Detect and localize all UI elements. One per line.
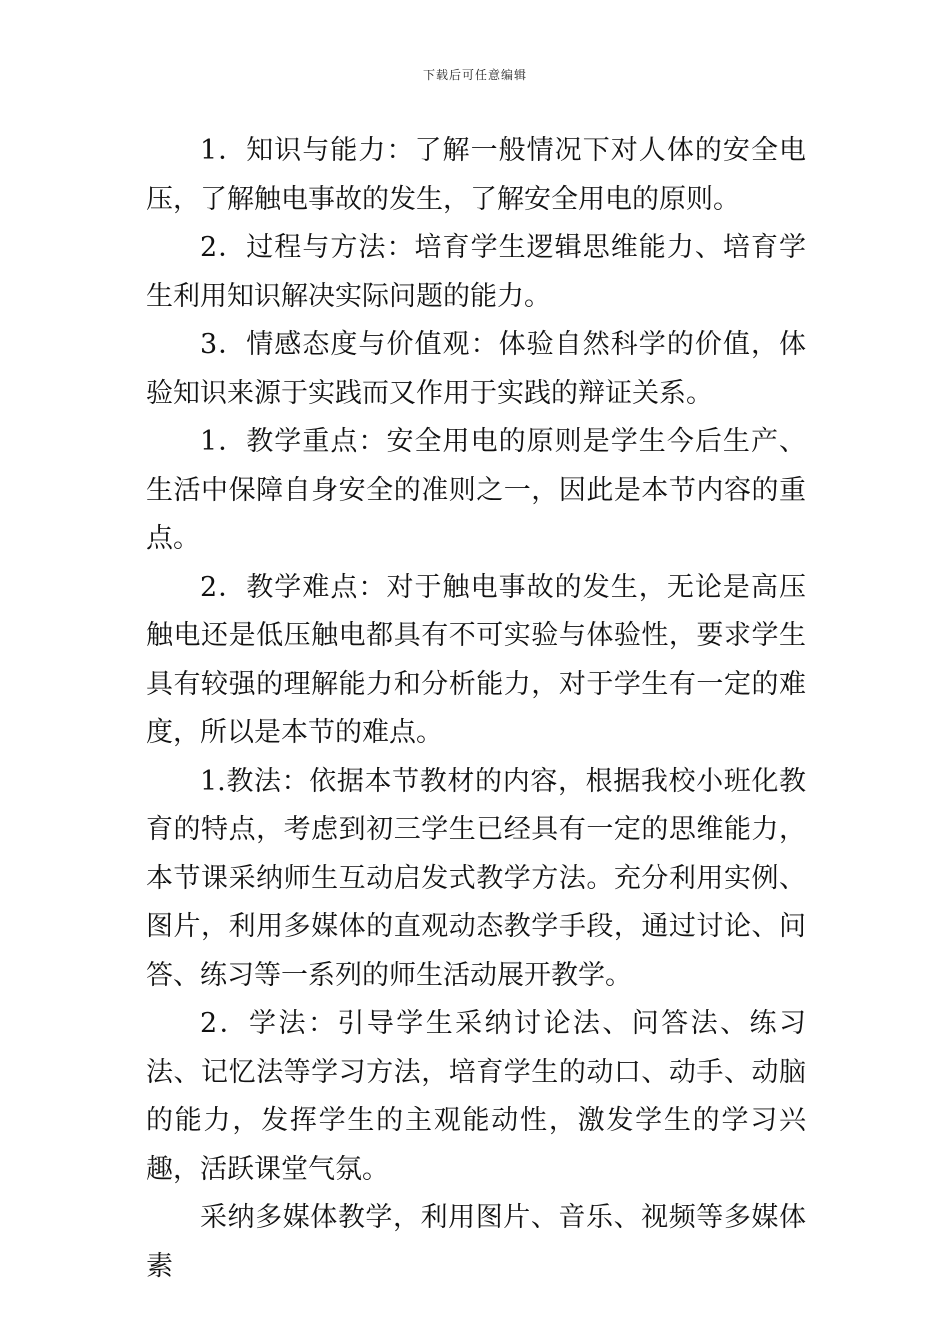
paragraph-teaching-difficulty: 2．教学难点：对于触电事故的发生，无论是高压触电还是低压触电都具有不可实验与体验性，要求学生具有较强的理解能力和分析能力，对于学生有一定的难度，所以是本节的难点。	[146, 571, 806, 748]
paragraph-process-method: 2．过程与方法：培育学生逻辑思维能力、培育学生利用知识解决实际问题的能力。	[146, 232, 806, 312]
paragraph-multimedia: 采纳多媒体教学，利用图片、音乐、视频等多媒体素	[146, 1202, 806, 1282]
paragraph-knowledge-ability: 1．知识与能力：了解一般情况下对人体的安全电压，了解触电事故的发生，了解安全用电的原则。	[146, 135, 806, 215]
document-body	[146, 127, 806, 1291]
header-note: 下载后可任意编辑	[422, 68, 527, 82]
paragraph-emotion-values: 3．情感态度与价值观：体验自然科学的价值，体验知识来源于实践而又作用于实践的辩证关系。	[146, 329, 806, 409]
paragraph-teaching-focus: 1．教学重点：安全用电的原则是学生今后生产、生活中保障自身安全的准则之一，因此是本节内容的重点。	[146, 426, 806, 554]
paragraph-learning-method: 2．学法：引导学生采纳讨论法、问答法、练习法、记忆法等学习方法，培育学生的动口、动手、动脑的能力，发挥学生的主观能动性，激发学生的学习兴趣，活跃课堂气氛。	[146, 1008, 806, 1185]
paragraph-teaching-method: 1.教法：依据本节教材的内容，根据我校小班化教育的特点，考虑到初三学生已经具有一定的思维能力，本节课采纳师生互动启发式教学方法。充分利用实例、图片，利用多媒体的直观动态教学手段，通过讨论、问答、练习等一系列的师生活动展开教学。	[146, 765, 806, 991]
